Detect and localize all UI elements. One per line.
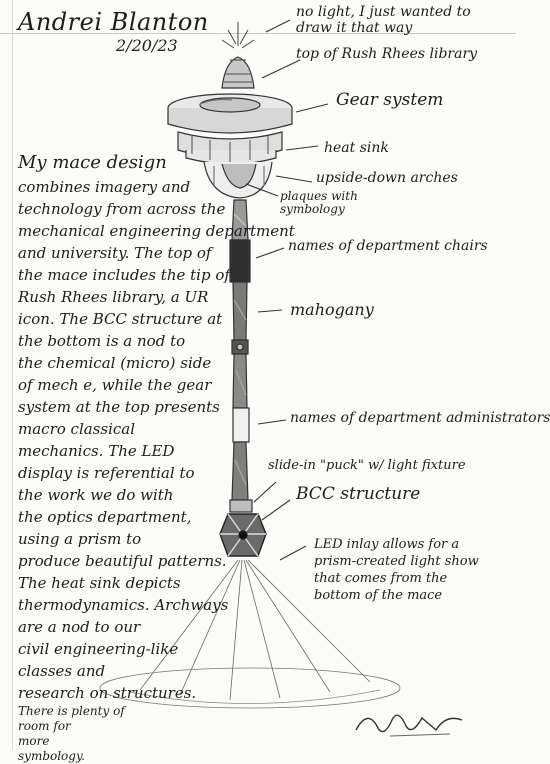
narrative-line: technology from across the — [18, 200, 226, 218]
narrative-line: the mace includes the tip of — [18, 266, 230, 284]
narrative-line: mechanical engineering department — [18, 222, 295, 240]
narrative-line: My mace design — [18, 152, 167, 173]
annotation-top-of-rush-rhees: top of Rush Rhees library — [296, 46, 478, 62]
narrative-line: the optics department, — [18, 508, 192, 526]
annotation-bcc-structure: BCC structure — [296, 484, 421, 504]
signature-scribble — [350, 700, 470, 744]
annotation-department-chairs: names of department chairs — [288, 238, 488, 254]
annotation-slide-in-puck: slide-in "puck" w/ light fixture — [268, 458, 466, 473]
narrative-line: the chemical (micro) side — [18, 354, 212, 372]
narrative-line: the bottom is a nod to — [18, 332, 186, 350]
narrative-line: macro classical — [18, 420, 136, 438]
rush-rhees-top — [222, 57, 254, 88]
annotation-no-light: no light, I just wanted to draw it that way — [296, 4, 471, 36]
narrative-line: icon. The BCC structure at — [18, 310, 223, 328]
narrative-line: system at the top presents — [18, 398, 220, 416]
annotation-mahogany: mahogany — [290, 300, 374, 319]
narrative-line: are a nod to our — [18, 618, 141, 636]
narrative-line: Rush Rhees library, a UR — [18, 288, 209, 306]
author-name: Andrei Blanton — [18, 8, 209, 36]
top-sparkle — [222, 22, 254, 48]
annotation-led-inlay: LED inlay allows for a prism-created light show that comes from the bottom of the mace — [314, 537, 479, 603]
narrative-line: research on structures. — [18, 684, 197, 702]
narrative-line: and university. The top of — [18, 244, 212, 262]
narrative-line: combines imagery and — [18, 178, 191, 196]
annotation-heat-sink: heat sink — [324, 140, 389, 156]
narrative-line: room for — [18, 719, 71, 733]
annotation-department-administrators: names of department administrators — [290, 410, 550, 426]
narrative-line: more — [18, 734, 50, 748]
narrative-line: classes and — [18, 662, 106, 680]
design-narrative — [18, 150, 295, 764]
narrative-line: of mech e, while the gear — [18, 376, 212, 394]
narrative-line: using a prism to — [18, 530, 142, 548]
narrative-line: produce beautiful patterns. — [18, 552, 227, 570]
narrative-line: display is referential to — [18, 464, 195, 482]
narrative-line: the work we do with — [18, 486, 174, 504]
annotation-gear-system: Gear system — [336, 90, 444, 110]
narrative-line: civil engineering-like — [18, 640, 179, 658]
narrative-line: The heat sink depicts — [18, 574, 181, 592]
annotation-upside-down-arches: upside-down arches — [316, 170, 458, 186]
narrative-line: thermodynamics. Archways — [18, 596, 229, 614]
annotation-plaques: plaques with symbology — [280, 189, 358, 216]
narrative-line: There is plenty of — [18, 704, 125, 718]
narrative-line: mechanics. The LED — [18, 442, 175, 460]
sketch-date: 2/20/23 — [116, 36, 178, 55]
gear-system — [168, 94, 292, 133]
narrative-line: symbology. — [18, 749, 85, 763]
